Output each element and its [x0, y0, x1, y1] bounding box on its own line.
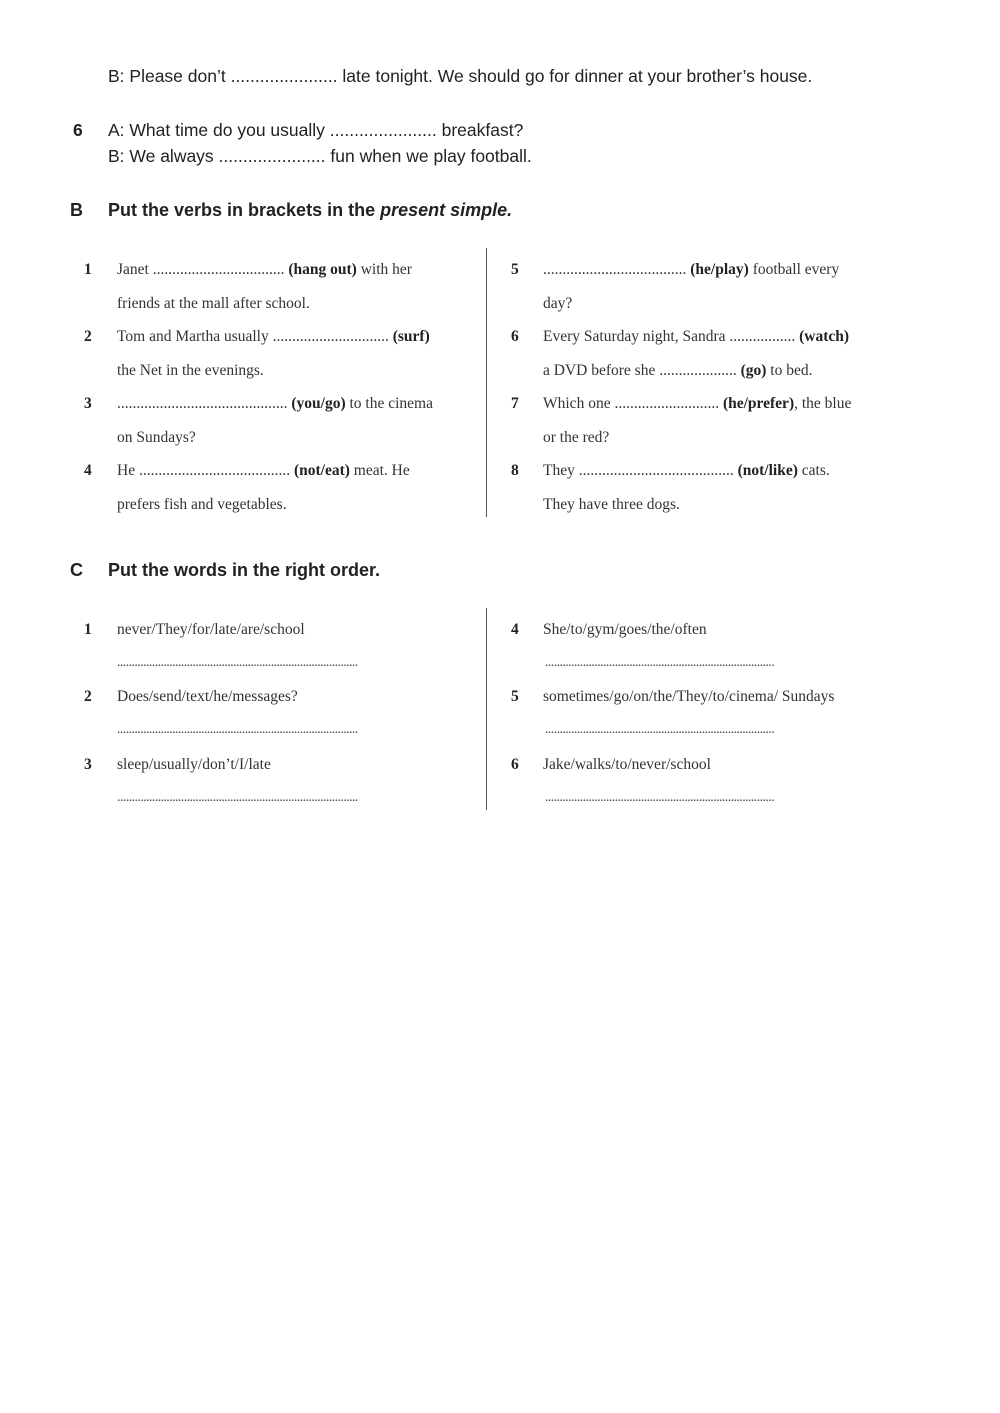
scrambled-words: sometimes/go/on/the/They/to/cinema/ Sundays — [543, 688, 835, 705]
item-number: 5 — [511, 261, 519, 278]
item-text: Every Saturday night, Sandra ................. — [543, 328, 800, 345]
item-text: football every — [748, 261, 840, 278]
section-b-column-divider — [486, 248, 487, 517]
answer-line[interactable]: ................................................................................... — [117, 790, 358, 805]
item-line-1 — [117, 462, 410, 480]
item-number: 7 — [511, 395, 519, 412]
item-line-1 — [117, 261, 412, 279]
item-text: , the blue — [794, 395, 852, 412]
section-b-title — [108, 200, 512, 221]
item-number: 3 — [84, 756, 92, 773]
item-text: to the cinema — [345, 395, 433, 412]
scrambled-words: Jake/walks/to/never/school — [543, 756, 711, 773]
item-line-1 — [543, 261, 839, 279]
item-text: cats. — [797, 462, 830, 479]
item-text: He ....................................... — [117, 462, 294, 479]
item-line-2: prefers fish and vegetables. — [117, 496, 287, 513]
verb-cue: (not/like) — [737, 462, 798, 479]
verb-cue: (not/eat) — [293, 462, 350, 479]
item-line-2: day? — [543, 295, 573, 312]
verb-cue: (surf) — [392, 328, 430, 345]
question-5-b-line: B: Please don’t ...................... late tonight. We should go for dinner at your brother’s house. — [108, 66, 813, 86]
item-number: 6 — [511, 328, 519, 345]
verb-cue: (he/play) — [690, 261, 749, 278]
section-c-title: Put the words in the right order. — [108, 560, 381, 580]
item-line-2: They have three dogs. — [543, 496, 680, 513]
verb-cue: (you/go) — [291, 395, 346, 412]
section-b-letter: B — [70, 200, 83, 220]
item-text: meat. He — [349, 462, 410, 479]
section-b-title-emphasis: present simple. — [380, 200, 513, 220]
scrambled-words: sleep/usually/don’t/I/late — [117, 756, 271, 773]
item-text: Janet .................................. — [117, 261, 289, 278]
item-text: They ........................................ — [543, 462, 738, 479]
item-text: ............................................ — [117, 395, 292, 412]
item-line-1 — [543, 462, 830, 480]
item-number: 2 — [84, 688, 92, 705]
item-text: Which one ........................... — [543, 395, 723, 412]
item-line-2 — [543, 362, 812, 380]
question-6-number: 6 — [73, 120, 83, 140]
item-line-2: friends at the mall after school. — [117, 295, 310, 312]
verb-cue: (watch) — [799, 328, 850, 345]
item-number: 1 — [84, 261, 92, 278]
item-line-1 — [117, 328, 430, 346]
item-number: 4 — [511, 621, 519, 638]
scrambled-words: never/They/for/late/are/school — [117, 621, 305, 638]
verb-cue: (hang out) — [288, 261, 357, 278]
item-line-2: on Sundays? — [117, 429, 196, 446]
item-number: 5 — [511, 688, 519, 705]
item-number: 1 — [84, 621, 92, 638]
item-text: Tom and Martha usually .............................. — [117, 328, 393, 345]
item-number: 6 — [511, 756, 519, 773]
item-line-2: the Net in the evenings. — [117, 362, 264, 379]
answer-line[interactable]: ............................................................................... — [545, 722, 775, 737]
item-text: ..................................... — [543, 261, 691, 278]
verb-cue: (he/prefer) — [722, 395, 795, 412]
section-c-letter: C — [70, 560, 83, 580]
item-line-1 — [543, 395, 851, 413]
item-number: 3 — [84, 395, 92, 412]
item-number: 2 — [84, 328, 92, 345]
item-line-1 — [117, 395, 433, 413]
scrambled-words: She/to/gym/goes/the/often — [543, 621, 707, 638]
section-c-column-divider — [486, 608, 487, 810]
item-number: 8 — [511, 462, 519, 479]
answer-line[interactable]: ................................................................................... — [117, 655, 358, 670]
item-line-1 — [543, 328, 849, 346]
verb-cue: (go) — [740, 362, 767, 379]
item-text: with her — [356, 261, 412, 278]
item-line-2: or the red? — [543, 429, 610, 446]
item-number: 4 — [84, 462, 92, 479]
question-6-a-line: A: What time do you usually ...................... breakfast? — [108, 120, 524, 140]
answer-line[interactable]: ............................................................................... — [545, 790, 775, 805]
answer-line[interactable]: ............................................................................... — [545, 655, 775, 670]
scrambled-words: Does/send/text/he/messages? — [117, 688, 298, 705]
item-text: a DVD before she .................... — [543, 362, 741, 379]
section-b-title-prefix: Put the verbs in brackets in the — [108, 200, 381, 220]
answer-line[interactable]: ................................................................................... — [117, 722, 358, 737]
item-text: to bed. — [766, 362, 813, 379]
question-6-b-line: B: We always ...................... fun when we play football. — [108, 146, 532, 166]
